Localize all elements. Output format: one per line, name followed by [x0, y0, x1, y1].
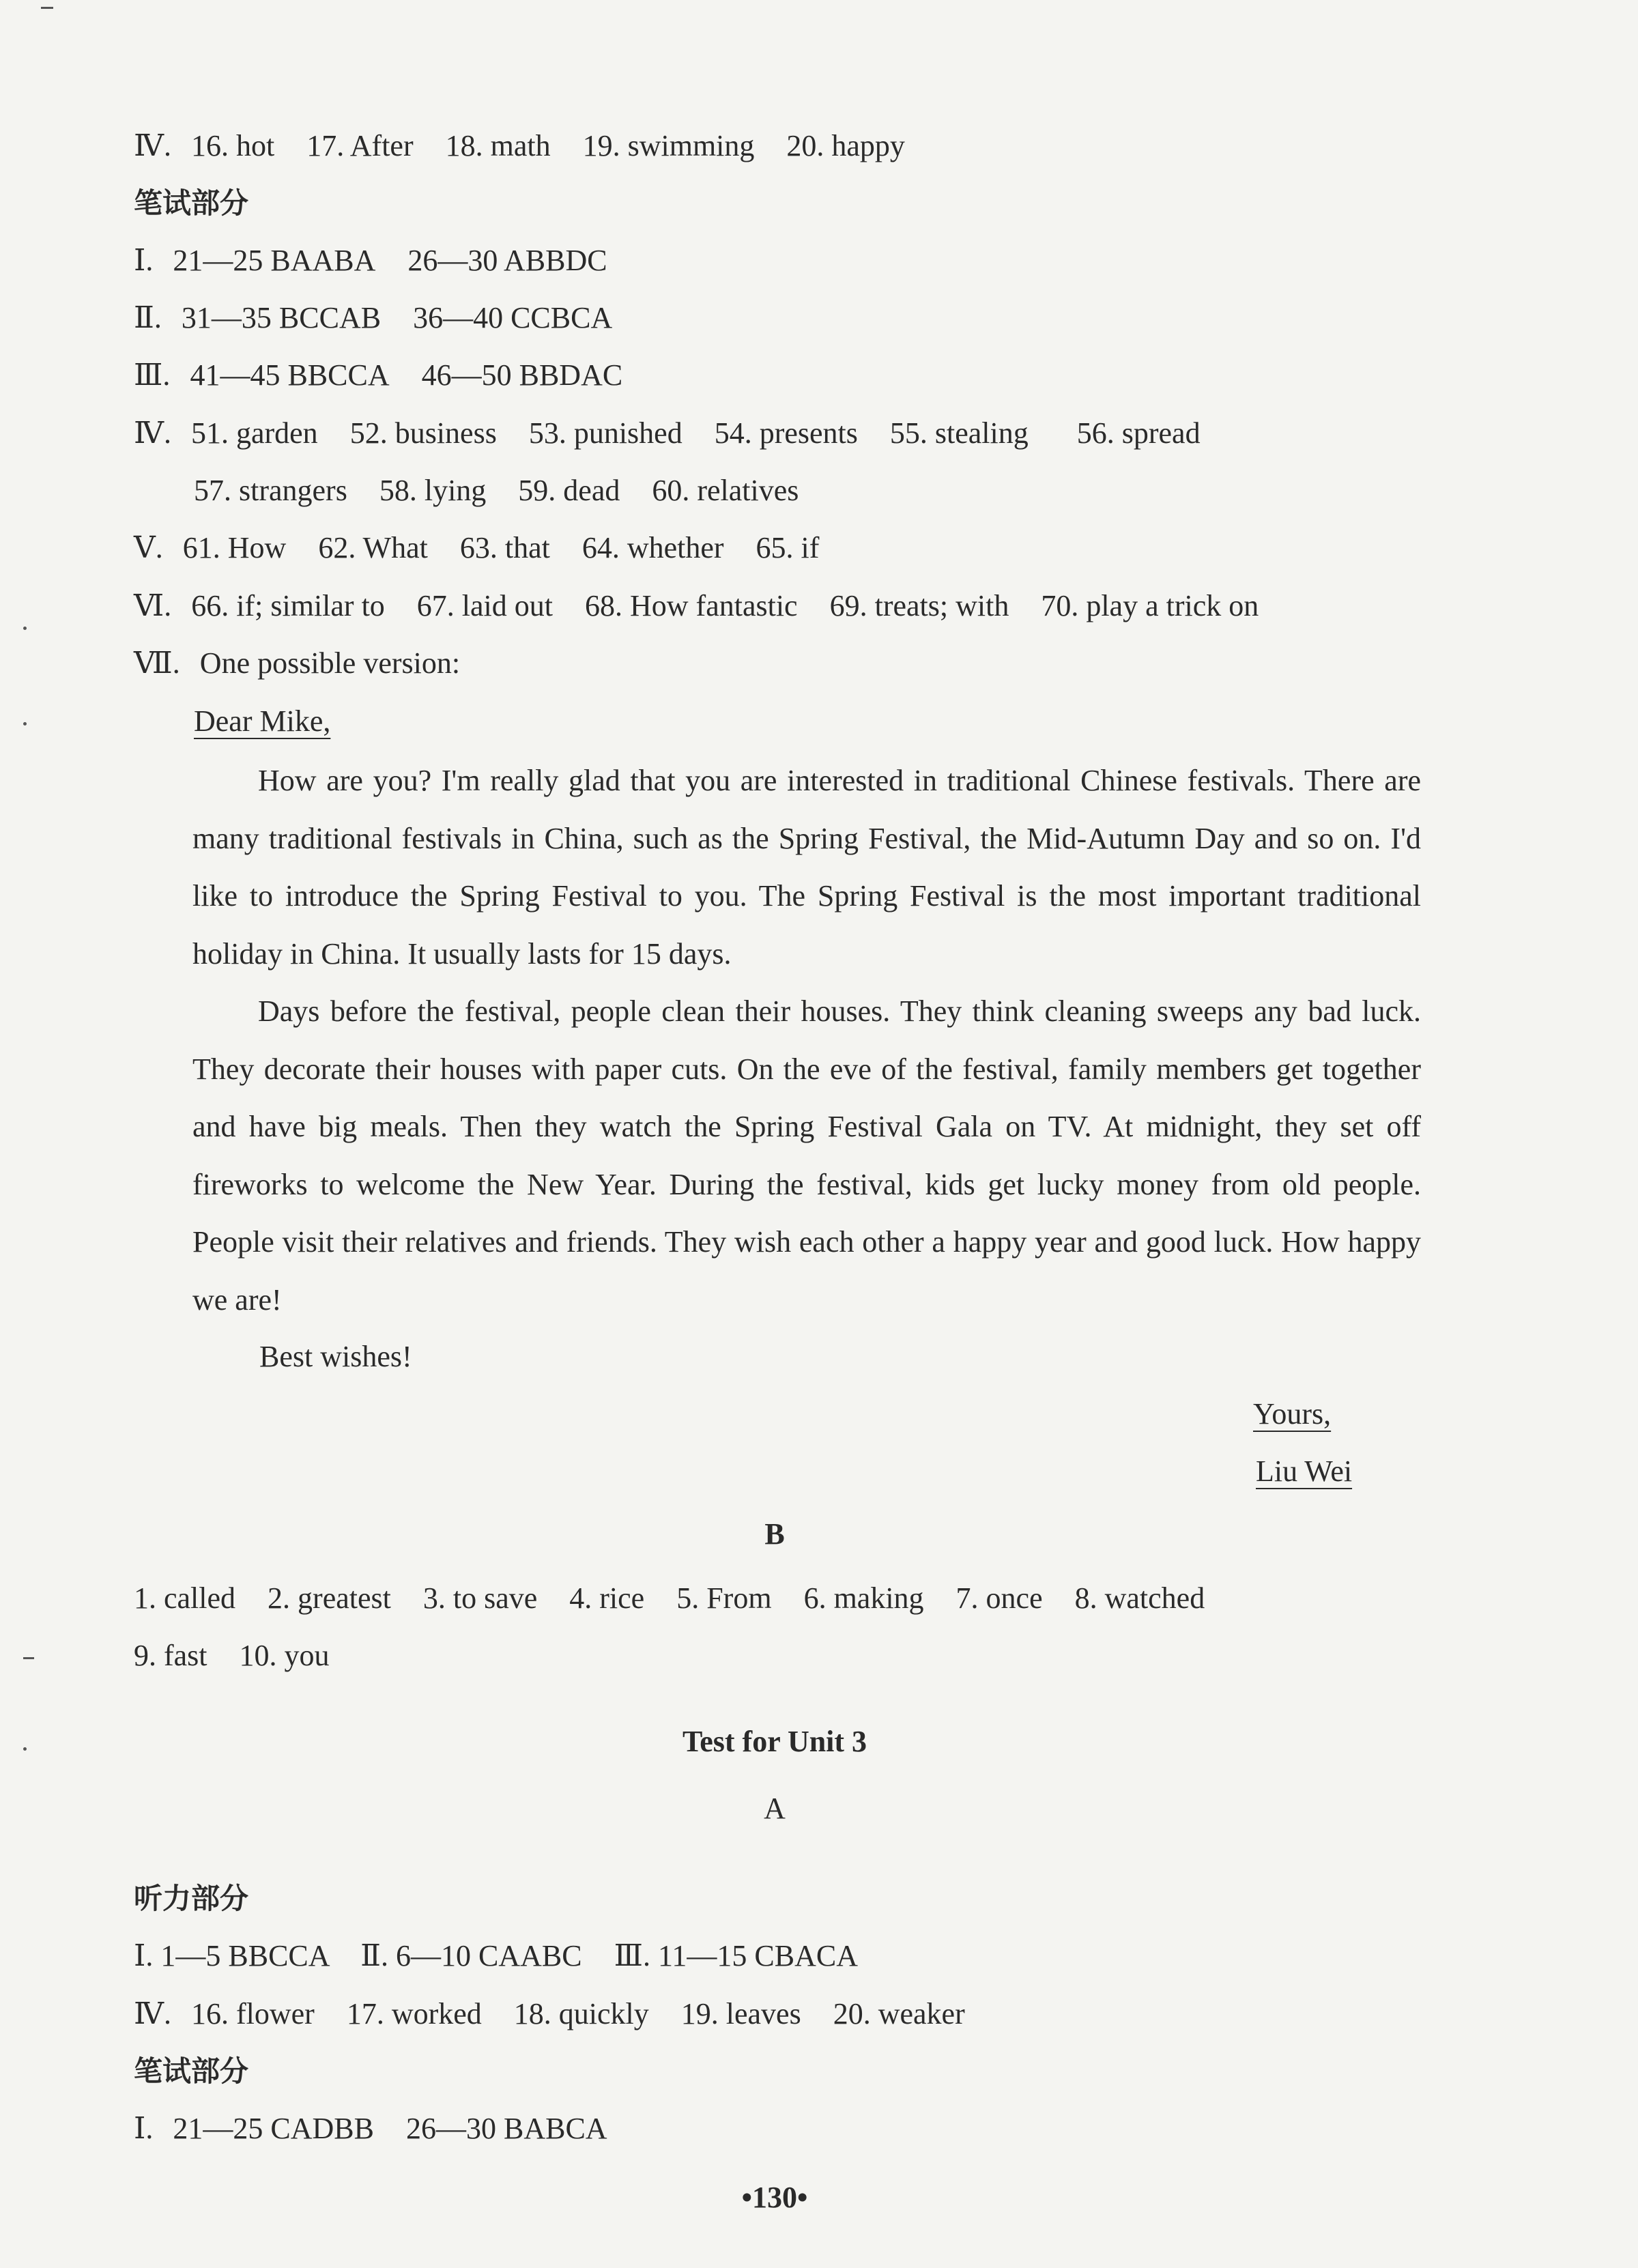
margin-mark-3: [23, 1657, 34, 1659]
answer-line-iv-cont: 57. strangers 58. lying 59. dead 60. relatives: [194, 474, 799, 507]
answer-line-iii: Ⅲ. 41—45 BBCCA 46—50 BBDAC: [134, 358, 623, 392]
letter-signature: Liu Wei: [1256, 1454, 1353, 1488]
answer-line-vii: Ⅶ. One possible version:: [134, 646, 461, 680]
unit-3-written-heading: 笔试部分: [134, 2054, 249, 2088]
letter-paragraph-2: Days before the festival, people clean their houses. They think cleaning sweeps any bad luck. They decorate their houses with paper cuts. On the eve of the festival, family members get together and have big meals. Then they watch the Spring Festival Gala on TV. At midnight, they set off fireworks to welcome the New Year. During the festival, kids get lucky money from old people. People visit their relatives and friends. They wish each other a happy year and good luck. How happy we are!: [192, 994, 1421, 1317]
letter-paragraph-1: How are you? I'm really glad that you are interested in traditional Chinese festivals. There are many traditional festivals in China, such as the Spring Festival, the Mid-Autumn Day and so on. I'd like to introduce the Spring Festival to you. The Spring Festival is the most important traditional holiday in China. It usually lasts for 15 days.: [192, 764, 1421, 971]
margin-mark-1: [23, 627, 27, 630]
section-b-title: B: [764, 1517, 785, 1551]
unit-3-listening-line-iv: Ⅳ. 16. flower 17. worked 18. quickly 19. leaves 20. weaker: [134, 1997, 965, 2030]
letter-closing: Best wishes!: [259, 1340, 412, 1373]
written-section-heading: 笔试部分: [134, 186, 249, 220]
answer-line-v: Ⅴ. 61. How 62. What 63. that 64. whether 65. if: [134, 531, 820, 564]
unit-3-written-line-i: Ⅰ. 21—25 CADBB 26—30 BABCA: [134, 2112, 607, 2145]
letter-yours: Yours,: [1253, 1397, 1332, 1431]
letter-body: [192, 752, 1421, 1329]
answer-line-iv: Ⅳ. 51. garden 52. business 53. punished 54. presents 55. stealing 56. spread: [134, 416, 1201, 450]
answer-line-i: Ⅰ. 21—25 BAABA 26—30 ABBDC: [134, 244, 607, 277]
listening-section-heading: 听力部分: [134, 1882, 249, 1915]
margin-mark-2: [23, 722, 27, 726]
unit-3-title: Test for Unit 3: [682, 1725, 867, 1758]
answer-line-ii: Ⅱ. 31—35 BCCAB 36—40 CCBCA: [134, 301, 613, 334]
margin-mark-top: [41, 7, 53, 9]
unit-3-subsection-a: A: [764, 1792, 786, 1825]
answer-line-listening-iv: Ⅳ. 16. hot 17. After 18. math 19. swimming 20. happy: [134, 129, 905, 162]
unit-3-listening-line-1: Ⅰ. 1—5 BBCCA Ⅱ. 6—10 CAABC Ⅲ. 11—15 CBACA: [134, 1939, 859, 1972]
page-number: •130•: [741, 2181, 808, 2214]
section-b-row-2: 9. fast 10. you: [134, 1639, 330, 1672]
section-b-row-1: 1. called 2. greatest 3. to save 4. rice 5. From 6. making 7. once 8. watched: [134, 1581, 1205, 1615]
letter-greeting: Dear Mike,: [194, 704, 331, 738]
answer-line-vi: Ⅵ. 66. if; similar to 67. laid out 68. How fantastic 69. treats; with 70. play a trick on: [134, 589, 1259, 622]
